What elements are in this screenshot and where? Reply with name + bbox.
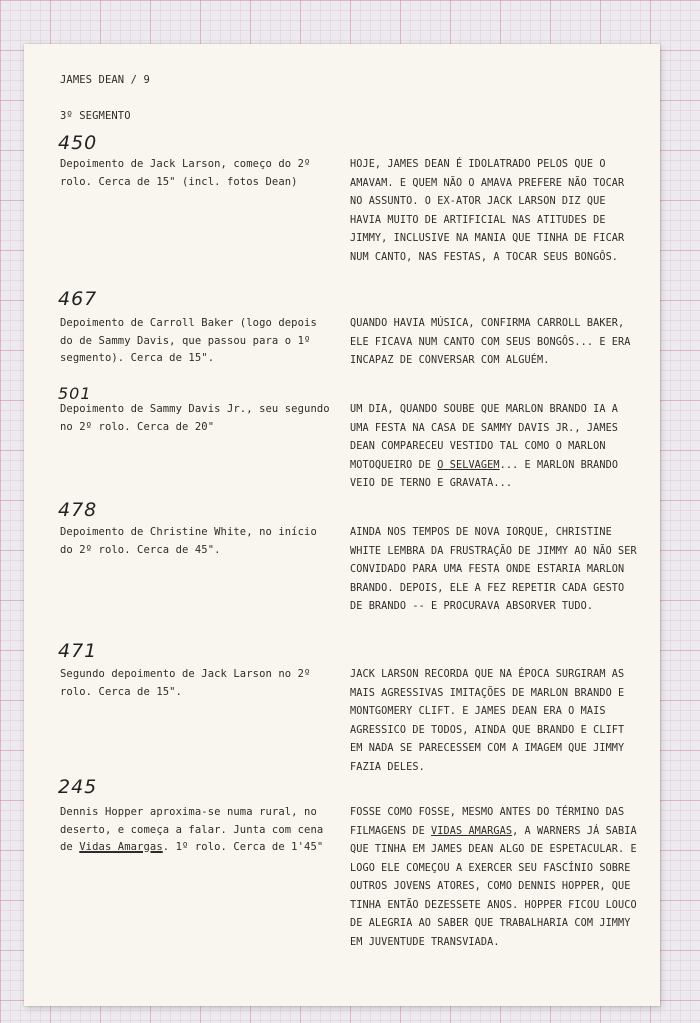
narration-text: , A WARNERS JÁ SABIA QUE TINHA EM JAMES DEAN ALGO DE ESPETACULAR. E LOGO ELE COMEÇOU A EXERCER SEU FASCÍNIO SOBRE OUTROS JOVENS ATORES, COMO DENNIS HOPPER, QUE TINHA ENTÃO DEZESSETE ANOS. HOPPER FICOU LOUCO DE ALEGRIA AO SABER QUE TRABALHARIA COM JIMMY EM JUVENTUDE TRANSVIADA.: [350, 825, 637, 948]
description-text: Dennis Hopper aproxima-se numa rural, no deserto, e começa a falar. Junta com cena de: [60, 806, 324, 853]
film-title-underlined: Vidas Amargas: [79, 841, 163, 853]
entry-narration: HOJE, JAMES DEAN É IDOLATRADO PELOS QUE O AMAVAM. E QUEM NÃO O AMAVA PREFERE NÃO TOCAR NO ASSUNTO. O EX-ATOR JACK LARSON DIZ QUE HAVIA MUITO DE ARTIFICIAL NAS ATITUDES DE JIMMY, INCLUSIVE NA MANIA QUE TINHA DE FICAR NUM CANTO, NAS FESTAS, A TOCAR SEUS BONGÔS.: [350, 159, 625, 263]
film-title-underlined: O SELVAGEM: [437, 459, 500, 471]
narration-text: ... E MARLON BRANDO VEIO DE TERNO E GRAVATA...: [350, 459, 619, 489]
description-text: . 1º rolo. Cerca de 1'45": [162, 841, 324, 853]
film-title-underlined: VIDAS AMARGAS: [431, 825, 513, 837]
entry-number: 478: [58, 499, 98, 521]
narration-text: UM DIA, QUANDO SOUBE QUE MARLON BRANDO IA A UMA FESTA NA CASA DE SAMMY DAVIS JR., JAMES DEAN COMPARECEU VESTIDO TAL COMO O MARLON MOTOQUEIRO DE: [350, 404, 619, 471]
entry-number: 450: [58, 132, 98, 154]
entry-narration: [350, 401, 642, 494]
entry-description: Depoimento de Carroll Baker (logo depois do de Sammy Davis, que passou para o 1º segmento). Cerca de 15".: [60, 317, 317, 364]
entry-number: 471: [58, 640, 98, 662]
entry-description: Depoimento de Jack Larson, começo do 2º rolo. Cerca de 15" (incl. fotos Dean): [60, 158, 311, 188]
entry-narration: [350, 804, 642, 952]
entry-narration: JACK LARSON RECORDA QUE NA ÉPOCA SURGIRAM AS MAIS AGRESSIVAS IMITAÇÕES DE MARLON BRANDO E MONTGOMERY CLIFT. E JAMES DEAN ERA O MAIS AGRESSICO DE TODOS, AINDA QUE BRANDO E CLIFT EM NADA SE PARECESSEM COM A IMAGEM QUE JIMMY FAZIA DELES.: [350, 669, 625, 773]
entry-description: Depoimento de Christine White, no início do 2º rolo. Cerca de 45".: [60, 526, 317, 556]
entry-description: Segundo depoimento de Jack Larson no 2º rolo. Cerca de 15".: [60, 668, 311, 698]
entry-narration: AINDA NOS TEMPOS DE NOVA IORQUE, CHRISTINE WHITE LEMBRA DA FRUSTRAÇÃO DE JIMMY AO NÃO SER CONVIDADO PARA UMA FESTA ONDE ESTARIA MARLON BRANDO. DEPOIS, ELE A FEZ REPETIR CADA GESTO DE BRANDO -- E PROCURAVA ABSORVER TUDO.: [350, 527, 637, 612]
typescript-page: [24, 44, 660, 1006]
entry-description: Depoimento de Sammy Davis Jr., seu segundo no 2º rolo. Cerca de 20": [60, 403, 330, 433]
entry-number: 467: [58, 288, 98, 310]
page-header: JAMES DEAN / 9: [60, 74, 150, 86]
entry-description: [60, 804, 330, 857]
entry-number: 501: [58, 384, 92, 403]
narration-text: FOSSE COMO FOSSE, MESMO ANTES DO TÉRMINO DAS FILMAGENS DE: [350, 807, 625, 837]
entry-narration: QUANDO HAVIA MÚSICA, CONFIRMA CARROLL BAKER, ELE FICAVA NUM CANTO COM SEUS BONGÔS... E ERA INCAPAZ DE CONVERSAR COM ALGUÉM.: [350, 318, 631, 366]
entry-number: 245: [58, 776, 98, 798]
segment-title: 3º SEGMENTO: [60, 110, 131, 122]
